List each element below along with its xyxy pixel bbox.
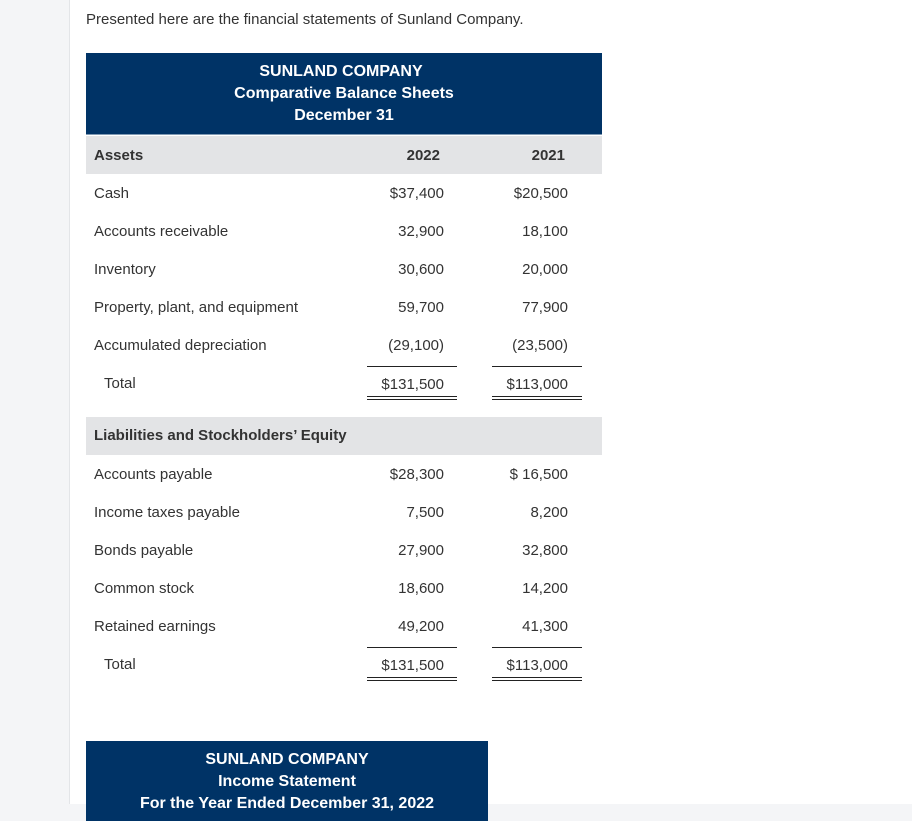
table-row bbox=[86, 250, 602, 288]
row-label: Bonds payable bbox=[94, 542, 194, 559]
value-2022: 49,200 bbox=[398, 618, 444, 635]
liabilities-total-row bbox=[86, 645, 602, 685]
single-underline bbox=[367, 647, 457, 648]
value-2022: 32,900 bbox=[398, 223, 444, 240]
double-underline bbox=[367, 396, 457, 400]
table-row bbox=[86, 531, 602, 569]
balance-sheet-table bbox=[86, 136, 602, 685]
year-2022-heading: 2022 bbox=[406, 147, 440, 164]
table-row bbox=[86, 493, 602, 531]
row-label: Accounts payable bbox=[94, 466, 213, 483]
value-2021: 77,900 bbox=[522, 299, 568, 316]
double-underline bbox=[492, 677, 582, 681]
total-2021: $113,000 bbox=[506, 657, 568, 674]
double-underline bbox=[492, 396, 582, 400]
value-2022: 27,900 bbox=[398, 542, 444, 559]
assets-heading: Assets bbox=[94, 147, 144, 164]
header-rule bbox=[86, 134, 602, 135]
assets-header-row bbox=[86, 136, 602, 174]
table-row bbox=[86, 288, 602, 326]
total-2022: $131,500 bbox=[381, 376, 444, 393]
table-row bbox=[86, 569, 602, 607]
total-2021: $113,000 bbox=[506, 376, 568, 393]
statement-title: Comparative Balance Sheets bbox=[234, 85, 454, 102]
row-label: Accumulated depreciation bbox=[94, 337, 267, 354]
total-2022: $131,500 bbox=[381, 657, 444, 674]
value-2022: 30,600 bbox=[398, 261, 444, 278]
table-row bbox=[86, 607, 602, 645]
value-2021: 8,200 bbox=[530, 504, 568, 521]
single-underline bbox=[492, 366, 582, 367]
total-label: Total bbox=[104, 656, 136, 673]
statement-title: Income Statement bbox=[218, 773, 356, 790]
section-gap bbox=[86, 404, 602, 417]
year-2021-heading: 2021 bbox=[531, 147, 565, 164]
assets-total-row bbox=[86, 364, 602, 404]
single-underline bbox=[367, 366, 457, 367]
double-underline bbox=[367, 677, 457, 681]
row-label: Retained earnings bbox=[94, 618, 216, 635]
row-label: Inventory bbox=[94, 261, 156, 278]
value-2021: 41,300 bbox=[522, 618, 568, 635]
value-2021: 14,200 bbox=[522, 580, 568, 597]
value-2021: 18,100 bbox=[522, 223, 568, 240]
value-2022: (29,100) bbox=[388, 337, 444, 354]
value-2021: $20,500 bbox=[513, 185, 568, 202]
row-label: Income taxes payable bbox=[94, 504, 240, 521]
value-2021: 20,000 bbox=[522, 261, 568, 278]
row-label: Accounts receivable bbox=[94, 223, 229, 240]
value-2022: $37,400 bbox=[389, 185, 444, 202]
value-2021: (23,500) bbox=[512, 337, 568, 354]
row-label: Common stock bbox=[94, 580, 195, 597]
content-page bbox=[69, 0, 912, 812]
table-row bbox=[86, 326, 602, 364]
row-label: Property, plant, and equipment bbox=[94, 299, 299, 316]
table-row bbox=[86, 455, 602, 493]
table-row bbox=[86, 212, 602, 250]
table-row bbox=[86, 174, 602, 212]
balance-sheet-header bbox=[86, 53, 602, 135]
value-2022: 18,600 bbox=[398, 580, 444, 597]
income-statement-header bbox=[86, 741, 488, 821]
row-label: Cash bbox=[94, 185, 130, 202]
intro-text: Presented here are the financial statements of Sunland Company. bbox=[86, 11, 524, 28]
liabilities-heading: Liabilities and Stockholders’ Equity bbox=[94, 427, 347, 444]
value-2022: 7,500 bbox=[406, 504, 444, 521]
statement-date: December 31 bbox=[294, 107, 394, 124]
company-name: SUNLAND COMPANY bbox=[205, 751, 369, 768]
liabilities-header-row bbox=[86, 417, 602, 455]
single-underline bbox=[492, 647, 582, 648]
value-2022: $28,300 bbox=[389, 466, 444, 483]
value-2022: 59,700 bbox=[398, 299, 444, 316]
statement-period: For the Year Ended December 31, 2022 bbox=[139, 795, 435, 812]
value-2021: 32,800 bbox=[522, 542, 568, 559]
value-2021: $ 16,500 bbox=[509, 466, 568, 483]
total-label: Total bbox=[104, 375, 136, 392]
company-name: SUNLAND COMPANY bbox=[259, 63, 423, 80]
